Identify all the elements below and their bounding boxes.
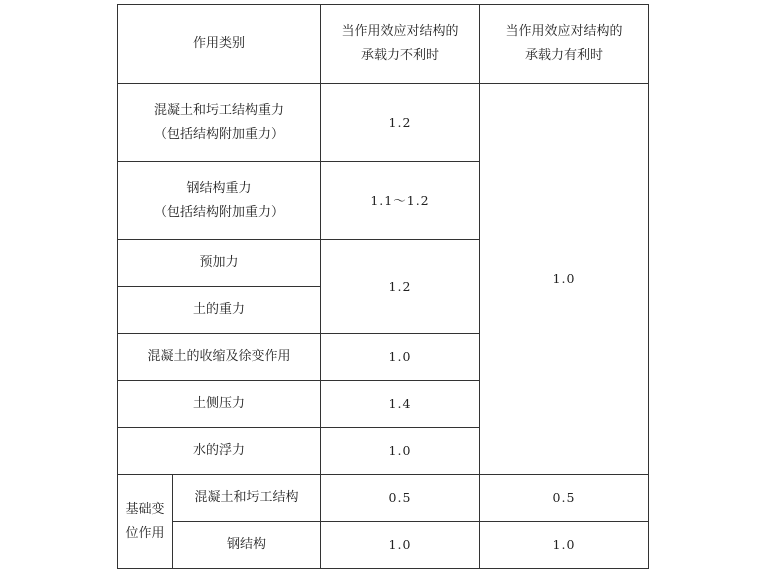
row-label-steel-weight: 钢结构重力 （包括结构附加重力） (118, 162, 321, 240)
value-shrinkage-creep-unfavorable: 1.0 (321, 334, 480, 381)
value-prestress-soil-unfavorable: 1.2 (321, 240, 480, 334)
value-foundation-concrete-favorable: 0.5 (480, 475, 649, 522)
row-label-prestress: 预加力 (118, 240, 321, 287)
load-factor-table (117, 4, 649, 569)
header-favorable: 当作用效应对结构的 承载力有利时 (480, 5, 649, 84)
value-concrete-weight-unfavorable: 1.2 (321, 84, 480, 162)
row-label-foundation-concrete: 混凝土和圬工结构 (173, 475, 321, 522)
row-label-buoyancy: 水的浮力 (118, 428, 321, 475)
table-row (118, 475, 649, 522)
header-category: 作用类别 (118, 5, 321, 84)
value-foundation-steel-unfavorable: 1.0 (321, 522, 480, 569)
header-unfavorable: 当作用效应对结构的 承载力不利时 (321, 5, 480, 84)
value-buoyancy-unfavorable: 1.0 (321, 428, 480, 475)
row-label-shrinkage-creep: 混凝土的收缩及徐变作用 (118, 334, 321, 381)
value-lateral-earth-unfavorable: 1.4 (321, 381, 480, 428)
row-label-concrete-weight: 混凝土和圬工结构重力 （包括结构附加重力） (118, 84, 321, 162)
row-label-soil-weight: 土的重力 (118, 287, 321, 334)
value-steel-weight-unfavorable: 1.1～1.2 (321, 162, 480, 240)
value-merged-favorable: 1.0 (480, 84, 649, 475)
table-row (118, 522, 649, 569)
row-label-foundation-steel: 钢结构 (173, 522, 321, 569)
header-row (118, 5, 649, 84)
table-row (118, 84, 649, 162)
row-label-lateral-earth: 土侧压力 (118, 381, 321, 428)
value-foundation-steel-favorable: 1.0 (480, 522, 649, 569)
value-foundation-concrete-unfavorable: 0.5 (321, 475, 480, 522)
row-label-foundation-group: 基础变 位作用 (118, 475, 173, 569)
